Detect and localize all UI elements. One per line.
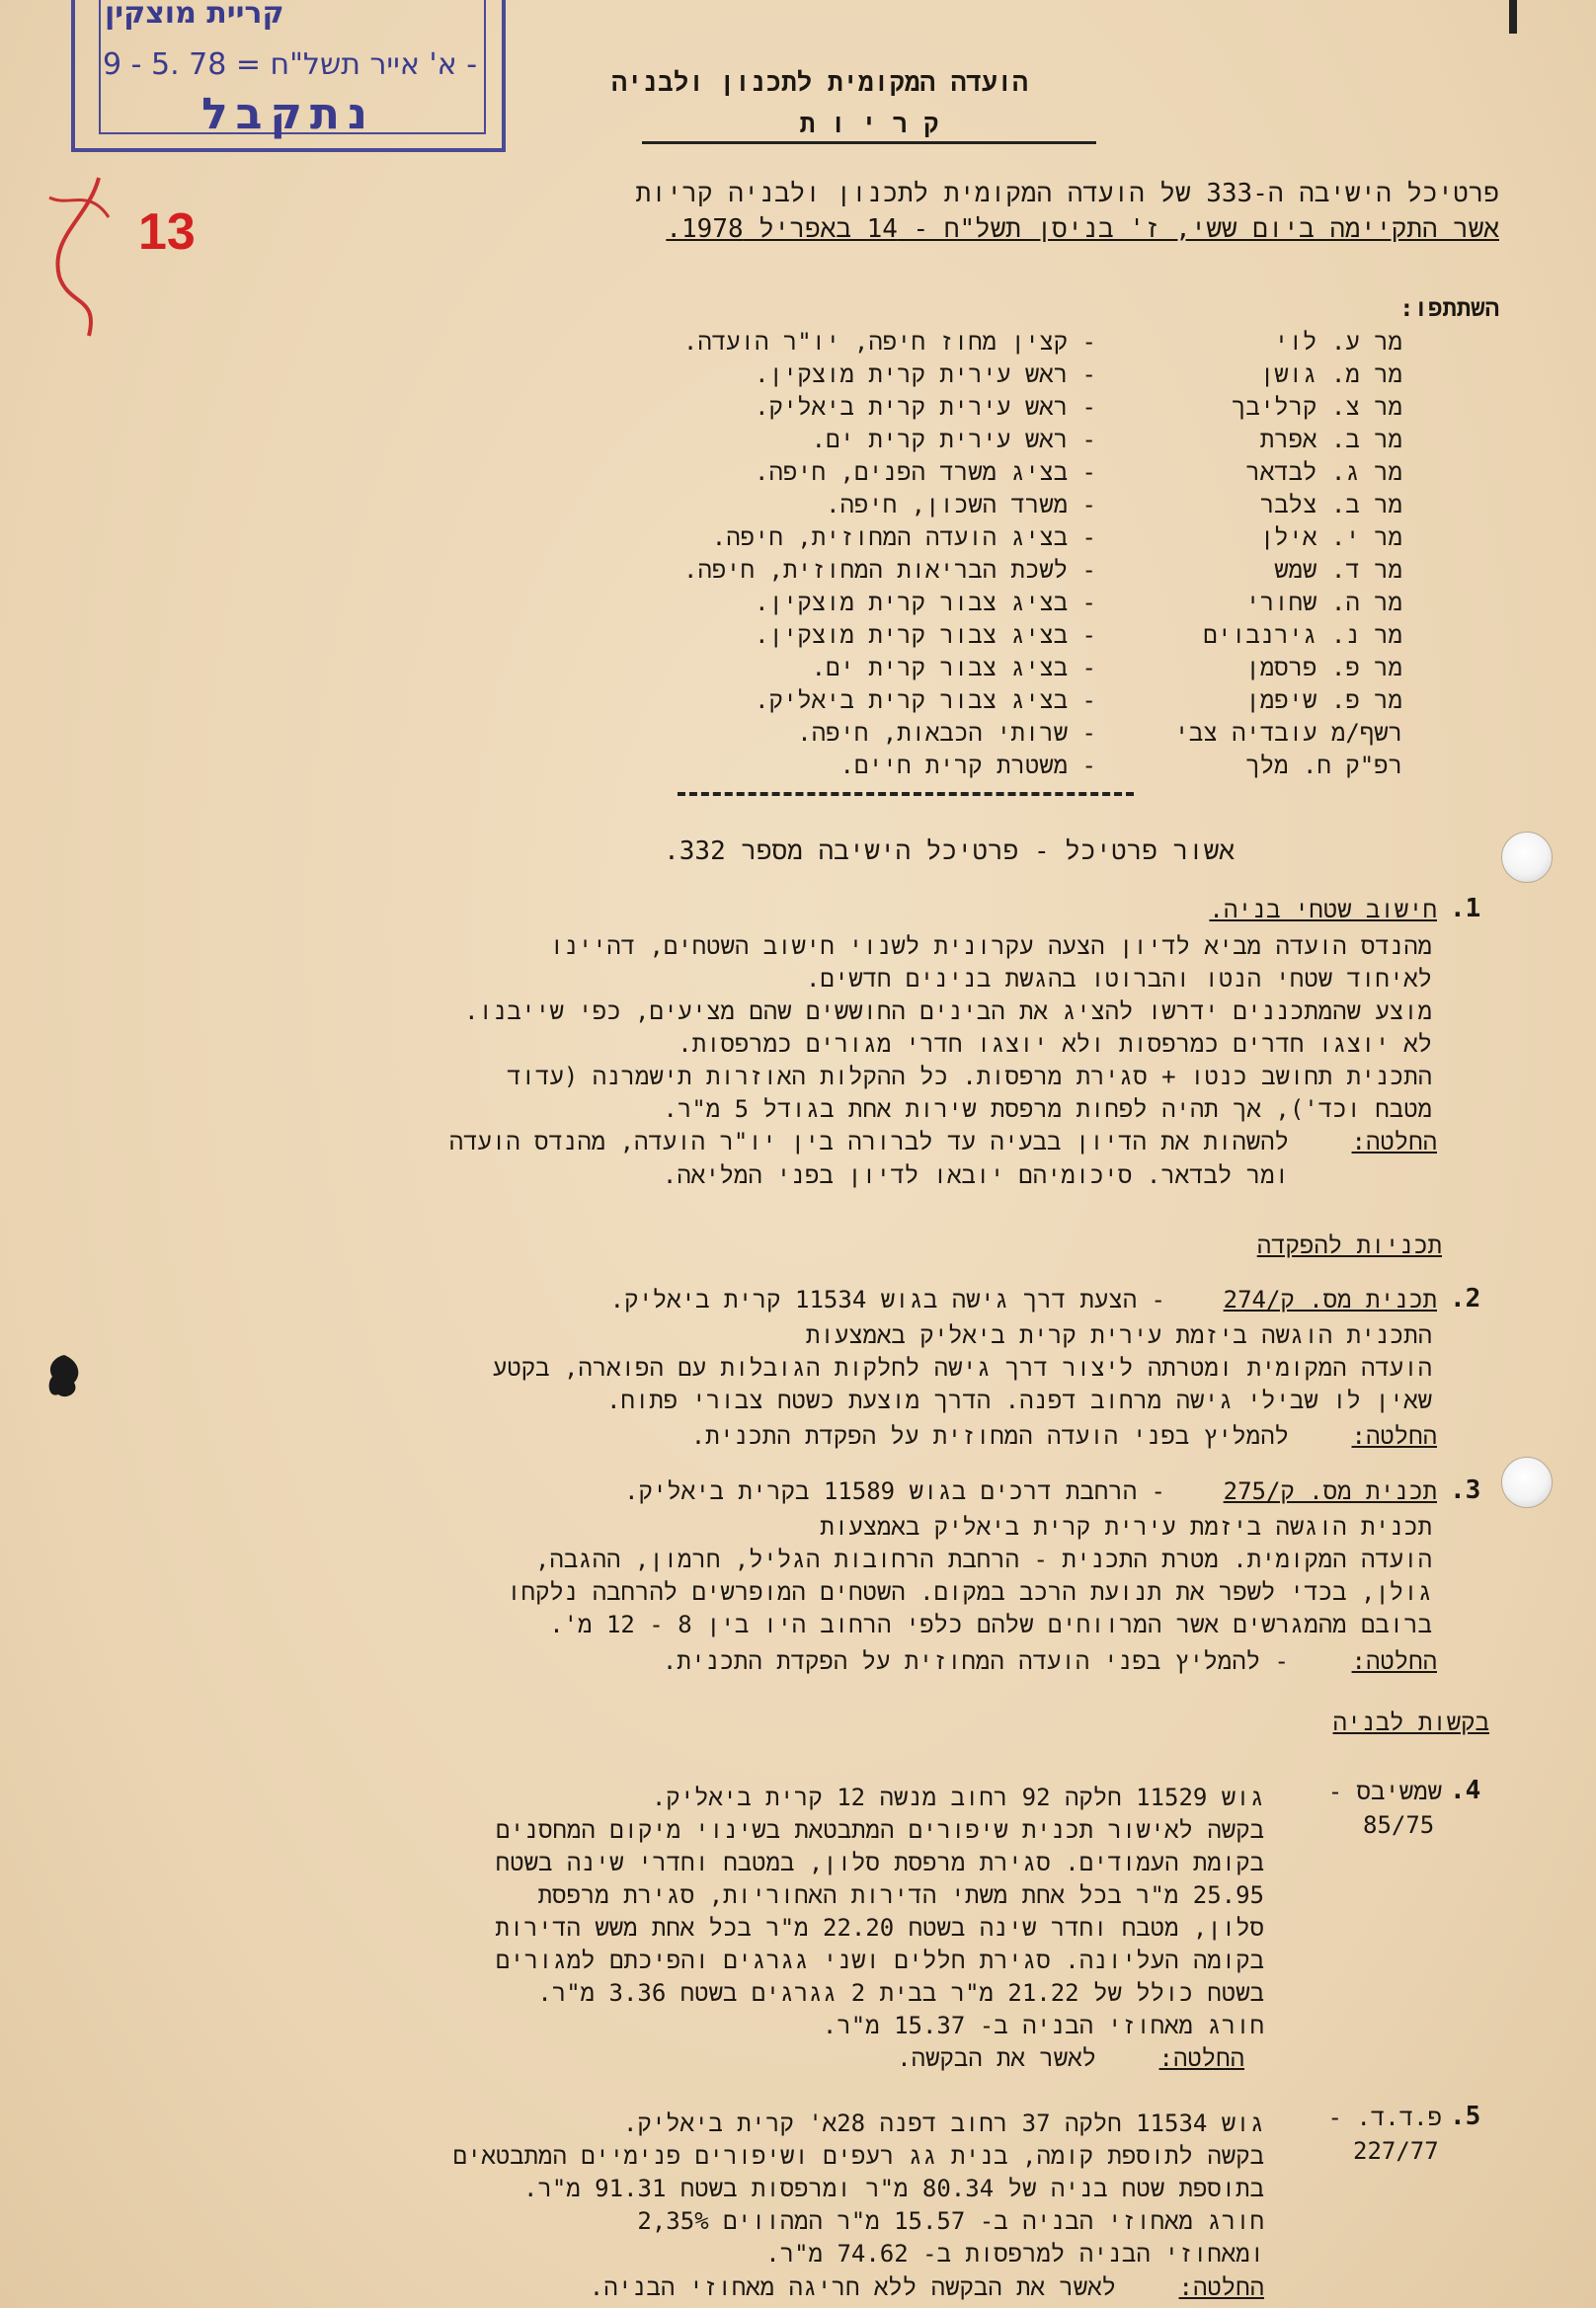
participant-name: מר ה. שחורי [1245,589,1402,616]
participant-row [415,489,1402,521]
section-plans-heading: תכניות להפקדה [1256,1232,1442,1259]
participant-row [415,391,1402,424]
item-4-body-line-3: בקומת העמודים. סגירת מרפסת סלון, במטבח וחדרי שינה בשטח [495,1849,1264,1876]
participant-row [415,456,1402,489]
participant-role: - בציג צבור קרית ים. [811,654,1096,681]
item-5-decision-label: החלטה: [1178,2273,1264,2301]
item-4-body-line-7: בשטח כולל של 21.22 מ"ר בבית 2 גגרגים בשטח 3.36 מ"ר. [537,1979,1264,2007]
participant-name: מר פ. שיפמן [1245,686,1402,714]
item-4-body-line-6: בקומה העליונה. סגירת חללים ושני גגרגים והפיכתם למגורים [495,1947,1264,1974]
item-5-body-line-1: גוש 11534 חלקה 37 רחוב דפנה 28א' קרית ביאליק. [622,2109,1264,2137]
participant-row [415,424,1402,456]
handwritten-mark [30,158,138,356]
item-5-body-line-4: חורג מאחוזי הבניה ב- 15.57 מ"ר המהווים 2,35% [637,2207,1264,2235]
stamp-city: קריית מוצקין [105,0,284,31]
item-3-decision-text: - להמליץ בפני הועדה המחוזית על הפקדת התכנית. [662,1647,1289,1675]
item-1-body [326,930,1432,1126]
participant-row [415,619,1402,652]
item-4-body-line-8: חורג מאחוזי הבניה ב- 15.37 מ"ר. [822,2012,1264,2039]
participant-row [415,554,1402,587]
protocol-line-1: פרטיכל הישיבה ה-333 של הועדה המקומית לתכנון ולבניה קריות [635,179,1499,208]
section-requests-heading: בקשות לבניה [1332,1709,1489,1736]
item-1-body-line-3: מוצע שהמתכננים ידרשו להציג את הבינים החוששים שהם מציעים, כפי שייבנו. [464,997,1432,1025]
edge-mark [1509,0,1517,34]
item-1-body-line-1: מהנדס הועדה מביא לדיון הצעה עקרונית לשנוי חישוב השטחים, דהיינו [549,932,1432,960]
participant-role: - קצין מחוז חיפה, יו"ר הועדה. [682,328,1096,356]
participant-row [415,684,1402,717]
item-3-body-line-4: ברובם מהמגרשים אשר המרווחים שלהם כלפי הרחוב היו בין 8 - 12 מ'. [549,1611,1432,1638]
item-1-decision-line-2: ומר לבדאר. סיכומיהם יובאו לדיון בפני המליאה. [662,1161,1289,1189]
item-3-body-line-3: גולן, בכדי לשפר את תנועת הרכב במקום. השטחים המופרשים להרחבה נלקחו [507,1578,1432,1606]
item-4-number: .4 [1450,1776,1481,1805]
item-4-decision-label: החלטה: [1158,2044,1244,2072]
participant-role: - ראש עירית קרית מוצקין. [755,360,1096,388]
page-number: 13 [138,203,196,261]
participant-name: מר פ. פרסמן [1245,654,1402,681]
participant-role: - ראש עירית קרית ים. [811,426,1096,453]
participant-row [415,717,1402,750]
participant-name: מר מ. גושן [1259,360,1402,388]
item-4-ref-line-1: שמשיבס - [1327,1778,1442,1805]
participant-role: - ראש עירית קרית ביאליק. [755,393,1096,421]
punch-hole-bottom [1501,1457,1553,1508]
item-4-body-line-2: בקשה לאישור תכנית שיפורים המתבטאת בשינוי מיקום המחסנים [495,1816,1264,1844]
item-4-decision-text: לאשר את הבקשה. [897,2044,1096,2072]
item-4-body-line-1: גוש 11529 חלקה 92 רחוב מנשה 12 קרית ביאליק. [651,1784,1264,1811]
stamp-received: נתקבל [201,89,375,139]
item-5-body-line-2: בקשה לתוספת קומה, בנית גג רעפים ושיפורים פנימיים המתבטאים [452,2142,1264,2170]
participant-role: - שרותי הכבאות, חיפה. [797,719,1096,747]
approval-line: אשור פרטיכל - פרטיכל הישיבה מספר 332. [664,836,1235,866]
item-3-body [326,1511,1432,1641]
participant-row [415,358,1402,391]
participant-row [415,652,1402,684]
item-3-plan-label: תכנית מס. ק/275 [1223,1477,1437,1505]
item-2-plan-label: תכנית מס. ק/274 [1223,1286,1437,1313]
item-1-body-line-2: לאיחוד שטחי הנטו והברוטו בהגשת בנינים חדשים. [805,965,1432,993]
participant-name: רפ"ק ח. מלך [1245,752,1402,779]
protocol-line-2: אשר התקיימה ביום ששי, ז' בניסן תשל"ח - 14 באפריל 1978. [666,214,1499,244]
item-4-body-line-5: סלון, מטבח וחדר שינה בשטח 22.20 מ"ר בכל אחת משש הדירות [495,1914,1264,1942]
participant-name: מר י. אילן [1259,523,1402,551]
participant-row [415,326,1402,358]
item-2-decision-label: החלטה: [1351,1422,1437,1450]
committee-title: הועדה המקומית לתכנון ולבניה [611,68,1028,98]
punch-hole-top [1501,832,1553,883]
participant-role: - בציג צבור קרית מוצקין. [755,621,1096,649]
participant-name: מר ב. צלבר [1259,491,1402,518]
item-3-plan-desc: - הרחבת דרכים בגוש 11589 בקרית ביאליק. [624,1477,1165,1505]
item-5-ref-line-2: 227/77 [1353,2137,1439,2165]
item-2-number: .2 [1450,1284,1481,1313]
participant-role: - בציג צבור קרית מוצקין. [755,589,1096,616]
item-5-ref-line-1: פ.ד.ד. - [1327,2104,1442,2131]
ink-blot [44,1353,84,1402]
participant-name: מר צ. קרליבך [1232,393,1402,421]
item-1-body-line-4: לא יוצגו חדרים כמרפסות ולא יוצגו חדרי מגורים כמרפסות. [678,1030,1432,1058]
item-3-decision-label: החלטה: [1351,1647,1437,1675]
participant-name: מר ד. שמש [1274,556,1402,584]
divider [678,792,1134,796]
item-1-body-line-5: התכנית תחושב כנטו + סגירת מרפסות. כל ההקלות האוזרות תישמרנה (עדוד [507,1063,1432,1090]
participant-row [415,587,1402,619]
item-1-title: חישוב שטחי בניה. [1209,896,1437,923]
stamp-date: 9 - 5. 78 = א' אייר תשל"ח - [103,47,478,82]
item-2-decision-text: להמליץ בפני הועדה המחוזית על הפקדת התכנית. [690,1422,1289,1450]
item-4-body [326,1782,1264,2042]
item-5-number: .5 [1450,2102,1481,2131]
item-2-body-line-3: שאין לו שבילי גישה מרחוב דפנה. הדרך מוצעת כשטח צבורי פתוח. [606,1387,1432,1414]
participant-row [415,521,1402,554]
item-5-decision-text: לאשר את הבקשה ללא חריגה מאחוזי הבניה. [589,2273,1116,2301]
item-1-decision-label: החלטה: [1351,1128,1437,1155]
item-2-plan-desc: - הצעת דרך גישה בגוש 11534 קרית ביאליק. [609,1286,1165,1313]
participant-name: מר ב. אפרת [1259,426,1402,453]
participant-name: מר ע. לוי [1274,328,1402,356]
item-1-decision-line-1: להשהות את הדיון בבעיה עד לברורה בין יו"ר הועדה, מהנדס הועדה [448,1128,1289,1155]
participant-name: מר נ. גירנבוים [1203,621,1402,649]
item-4-body-line-4: 25.95 מ"ר בכל אחת משתי הדירות האחוריות, סגירת מרפסת [537,1881,1264,1909]
item-2-body-line-2: הועדה המקומית ומטרתה ליצור דרך גישה לחלקות הגובלות עם הפוארה, בקטע [492,1354,1432,1382]
item-5-body [158,2108,1264,2270]
participant-role: - בציג משרד הפנים, חיפה. [755,458,1096,486]
participant-row [415,750,1402,782]
item-1-body-line-6: מטבח וכד'), אך תהיה לפחות מרפסת שירות אחת בגודל 5 מ"ר. [663,1095,1432,1123]
participant-role: - משרד השכון, חיפה. [826,491,1096,518]
participant-role: - בציג הועדה המחוזית, חיפה. [711,523,1096,551]
item-2-body [326,1319,1432,1417]
received-stamp [71,0,506,152]
item-3-body-line-2: הועדה המקומית. מטרת התכנית - הרחבת הרחובות הגליל, חרמון, ההגבה, [534,1546,1432,1573]
item-5-body-line-5: ומאחוזי הבניה למרפסות ב- 74.62 מ"ר. [765,2240,1264,2268]
participants-list [415,326,1402,782]
item-5-body-line-3: בתוספת שטח בניה של 80.34 מ"ר ומרפסות בשטח 91.31 מ"ר. [523,2175,1264,2202]
item-2-body-line-1: התכנית הוגשה ביזמת עירית קרית ביאליק באמצעות [806,1321,1432,1349]
item-1-number: .1 [1450,894,1481,923]
participant-name: רשף/מ עובדיה צבי [1174,719,1402,747]
item-3-body-line-1: תכנית הוגשה ביזמת עירית קרית ביאליק באמצעות [820,1513,1432,1541]
participant-role: - בציג צבור קרית ביאליק. [755,686,1096,714]
participants-label: השתתפו: [1399,294,1499,322]
item-4-ref-line-2: 85/75 [1363,1811,1435,1839]
participant-role: - לשכת הבריאות המחוזית, חיפה. [683,556,1096,584]
participant-name: מר ג. לבדאר [1245,458,1402,486]
item-3-number: .3 [1450,1475,1481,1505]
participant-role: - משטרת קרית חיים. [839,752,1096,779]
region-title: ק ר י ו ת [642,109,1096,144]
